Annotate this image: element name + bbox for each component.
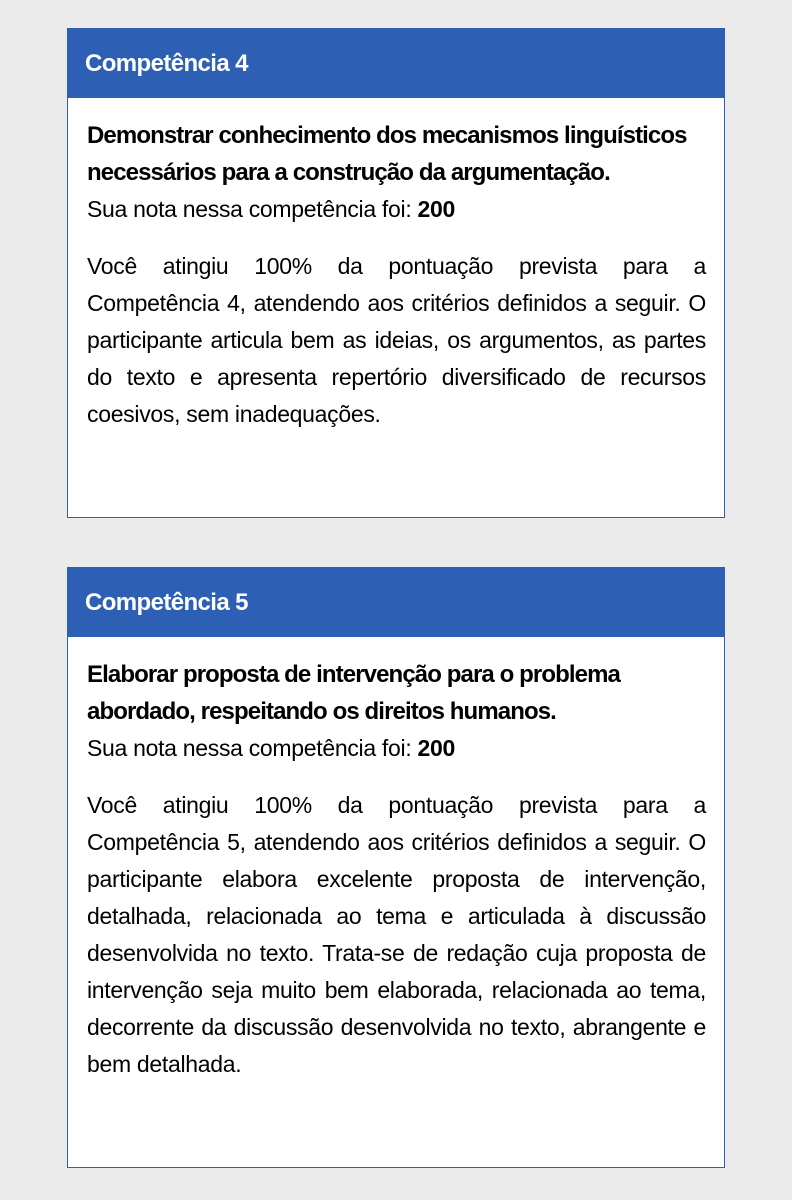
competencia-4-title: Demonstrar conhecimento dos mecanismos linguísticos necessários para a construção da argumentação. bbox=[87, 122, 687, 186]
competencia-4-description: Você atingiu 100% da pontuação prevista para a Competência 4, atendendo aos critérios definidos a seguir. O participante articula bem as ideias, os argumentos, as partes do texto e apresenta repertório diversificado de recursos coesivos, sem inadequações. bbox=[87, 253, 706, 427]
competencia-5-card bbox=[67, 567, 725, 1168]
competencia-4-card bbox=[67, 28, 725, 518]
competencia-5-score-value: 200 bbox=[417, 735, 455, 761]
competencia-5-score-label: Sua nota nessa competência foi: bbox=[87, 735, 412, 761]
competencia-4-score-line bbox=[87, 191, 706, 228]
competencia-4-score-label: Sua nota nessa competência foi: bbox=[87, 196, 412, 222]
competencia-4-score-value: 200 bbox=[417, 196, 455, 222]
competencia-5-title: Elaborar proposta de intervenção para o problema abordado, respeitando os direitos humanos. bbox=[87, 661, 620, 725]
competencia-5-header: Competência 5 bbox=[68, 568, 724, 637]
competencia-5-description: Você atingiu 100% da pontuação prevista para a Competência 5, atendendo aos critérios definidos a seguir. O participante elabora excelente proposta de intervenção, detalhada, relacionada ao tema e articulada à discussão desenvolvida no texto. Trata-se de redação cuja proposta de intervenção seja muito bem elaborada, relacionada ao tema, decorrente da discussão desenvolvida no texto, abrangente e bem detalhada. bbox=[87, 792, 706, 1077]
competencia-4-body bbox=[68, 98, 724, 433]
competencia-5-score-line bbox=[87, 730, 706, 767]
competencia-5-body bbox=[68, 637, 724, 1083]
competencia-4-header: Competência 4 bbox=[68, 29, 724, 98]
